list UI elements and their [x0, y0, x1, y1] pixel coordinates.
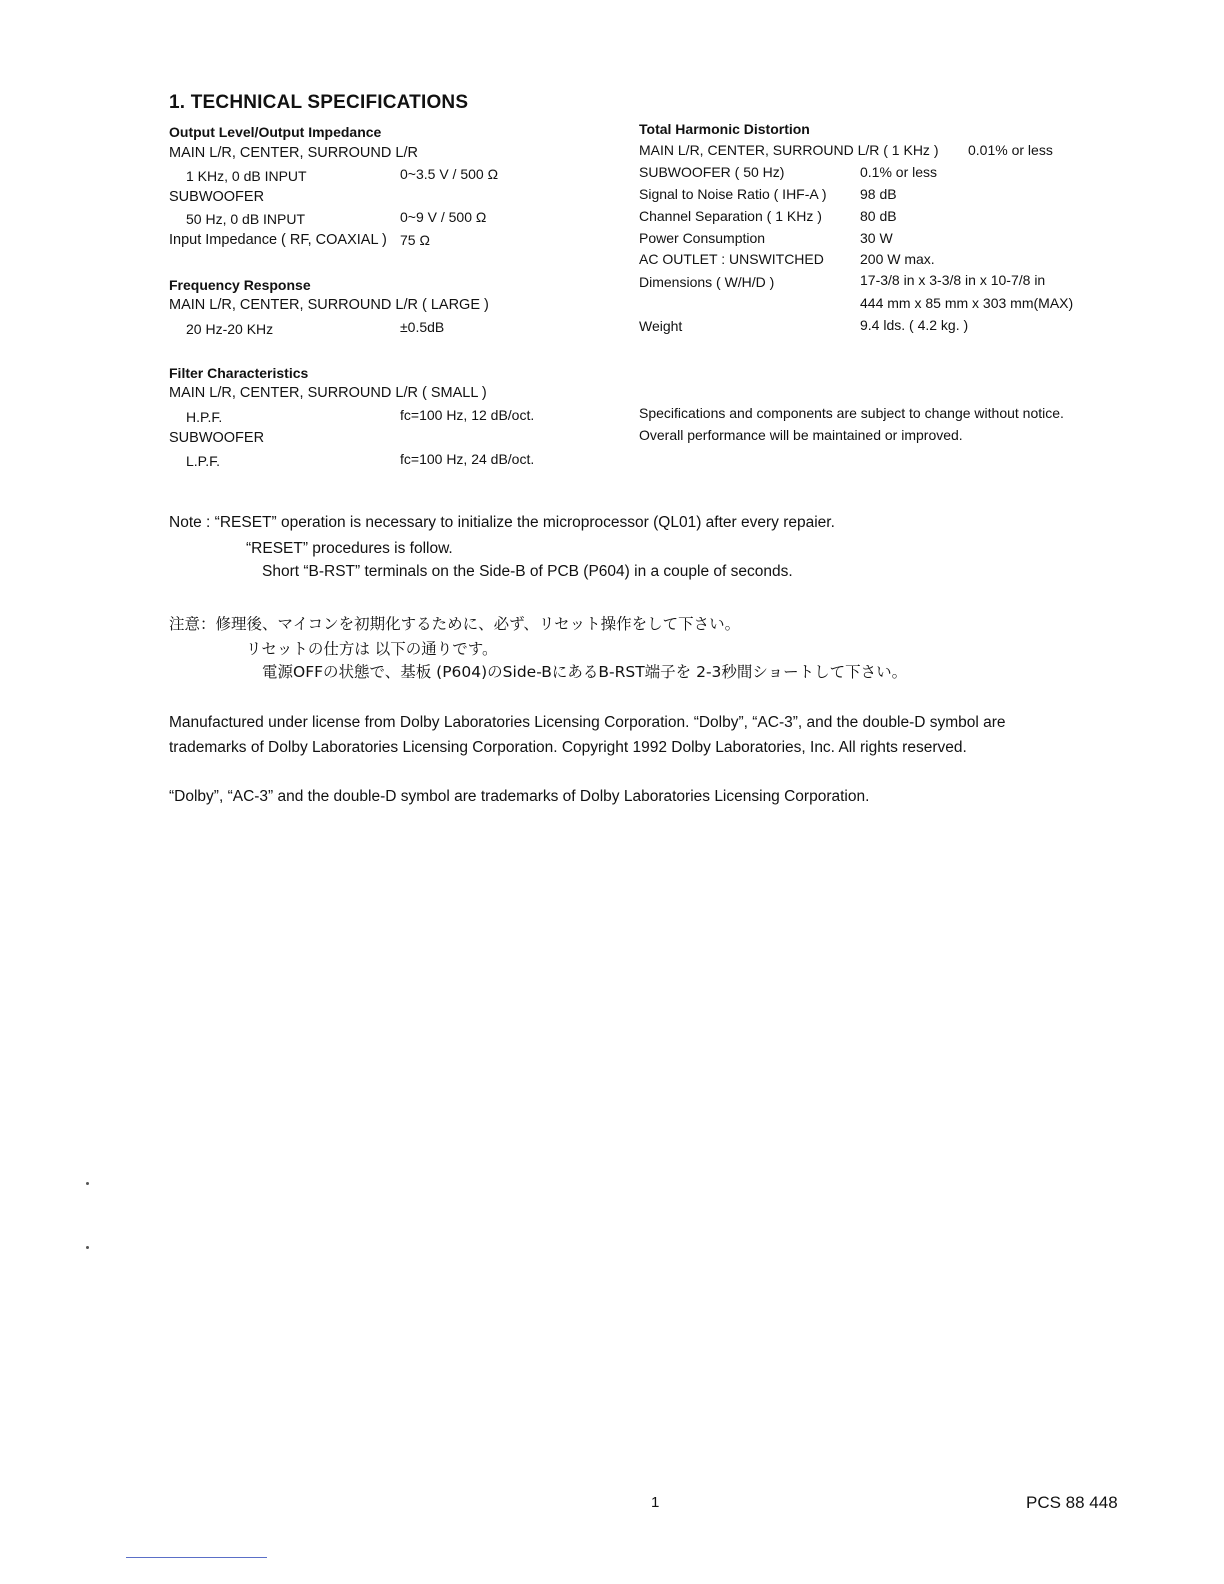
spec-row-value: 444 mm x 85 mm x 303 mm(MAX) — [860, 295, 1074, 311]
output-level-heading: Output Level/Output Impedance — [169, 124, 382, 140]
filter-line-subwoofer: SUBWOOFER — [169, 430, 265, 446]
output-level-row1-value: 0~3.5 V / 500 Ω — [400, 166, 499, 182]
scan-speck — [86, 1182, 89, 1185]
footer-rule — [126, 1557, 267, 1558]
filter-row2-label: L.P.F. — [186, 453, 220, 469]
spec-row-label: Signal to Noise Ratio ( IHF-A ) — [639, 186, 827, 202]
document-id: PCS 88 448 — [1026, 1493, 1118, 1512]
spec-row-label: Power Consumption — [639, 230, 766, 246]
notice-change: Specifications and components are subject to change without notice. — [639, 405, 1064, 421]
scan-speck — [86, 1246, 89, 1249]
thd-main-label: MAIN L/R, CENTER, SURROUND L/R ( 1 KHz ) — [639, 142, 939, 158]
spec-row-label: SUBWOOFER ( 50 Hz) — [639, 164, 785, 180]
filter-row2-value: fc=100 Hz, 24 dB/oct. — [400, 451, 535, 467]
thd-main-value: 0.01% or less — [968, 142, 1053, 158]
output-level-line-main: MAIN L/R, CENTER, SURROUND L/R — [169, 145, 418, 161]
spec-row-label: AC OUTLET : UNSWITCHED — [639, 251, 824, 267]
thd-heading: Total Harmonic Distortion — [639, 121, 810, 137]
spec-row-value: 9.4 lds. ( 4.2 kg. ) — [860, 317, 969, 333]
frequency-response-heading: Frequency Response — [169, 277, 311, 293]
notice-performance: Overall performance will be maintained or improved. — [639, 427, 963, 443]
filter-row1-label: H.P.F. — [186, 409, 223, 425]
spec-row-value: 30 W — [860, 230, 893, 246]
filter-line-main: MAIN L/R, CENTER, SURROUND L/R ( SMALL ) — [169, 385, 487, 401]
filter-heading: Filter Characteristics — [169, 365, 309, 381]
output-level-line-subwoofer: SUBWOOFER — [169, 189, 265, 205]
jp-note-line-2: リセットの仕方は 以下の通りです。 — [246, 640, 498, 658]
frequency-response-row1-value: ±0.5dB — [400, 319, 445, 335]
spec-row-label: Dimensions ( W/H/D ) — [639, 274, 775, 290]
license-line-2: trademarks of Dolby Laboratories Licensing Corporation. Copyright 1992 Dolby Laboratories, Inc. All rights reserved. — [169, 739, 967, 756]
spec-row-label: Channel Separation ( 1 KHz ) — [639, 208, 822, 224]
trademark-line: “Dolby”, “AC-3” and the double-D symbol are trademarks of Dolby Laboratories Licensing Corporation. — [169, 788, 870, 805]
spec-row-value: 80 dB — [860, 208, 897, 224]
spec-row-value: 98 dB — [860, 186, 897, 202]
note-line-2: “RESET” procedures is follow. — [246, 540, 453, 557]
input-impedance-value: 75 Ω — [400, 232, 430, 248]
filter-row1-value: fc=100 Hz, 12 dB/oct. — [400, 407, 535, 423]
jp-note-line-3: 電源OFFの状態で、基板 (P604)のSide-BにあるB-RST端子を 2-3秒間ショートして下さい。 — [262, 663, 908, 681]
input-impedance-label: Input Impedance ( RF, COAXIAL ) — [169, 232, 387, 248]
note-line-1: Note : “RESET” operation is necessary to initialize the microprocessor (QL01) after every repaier. — [169, 514, 835, 531]
spec-row-value: 200 W max. — [860, 251, 935, 267]
jp-note-line-1: 注意：修理後、マイコンを初期化するために、必ず、リセット操作をして下さい。 — [169, 615, 741, 633]
spec-row-label: Weight — [639, 318, 683, 334]
frequency-response-line-main: MAIN L/R, CENTER, SURROUND L/R ( LARGE ) — [169, 297, 489, 313]
page-title: 1. TECHNICAL SPECIFICATIONS — [169, 92, 469, 113]
output-level-row2-value: 0~9 V / 500 Ω — [400, 209, 487, 225]
license-line-1: Manufactured under license from Dolby Laboratories Licensing Corporation. “Dolby”, “AC-3”, and the double-D symbol are — [169, 714, 1006, 731]
spec-row-value: 17-3/8 in x 3-3/8 in x 10-7/8 in — [860, 272, 1046, 288]
spec-row-value: 0.1% or less — [860, 164, 938, 180]
output-level-row1-label: 1 KHz, 0 dB INPUT — [186, 168, 307, 184]
frequency-response-row1-label: 20 Hz-20 KHz — [186, 321, 274, 337]
note-line-3: Short “B-RST” terminals on the Side-B of PCB (P604) in a couple of seconds. — [262, 563, 793, 580]
output-level-row2-label: 50 Hz, 0 dB INPUT — [186, 211, 306, 227]
page-number: 1 — [651, 1494, 660, 1511]
